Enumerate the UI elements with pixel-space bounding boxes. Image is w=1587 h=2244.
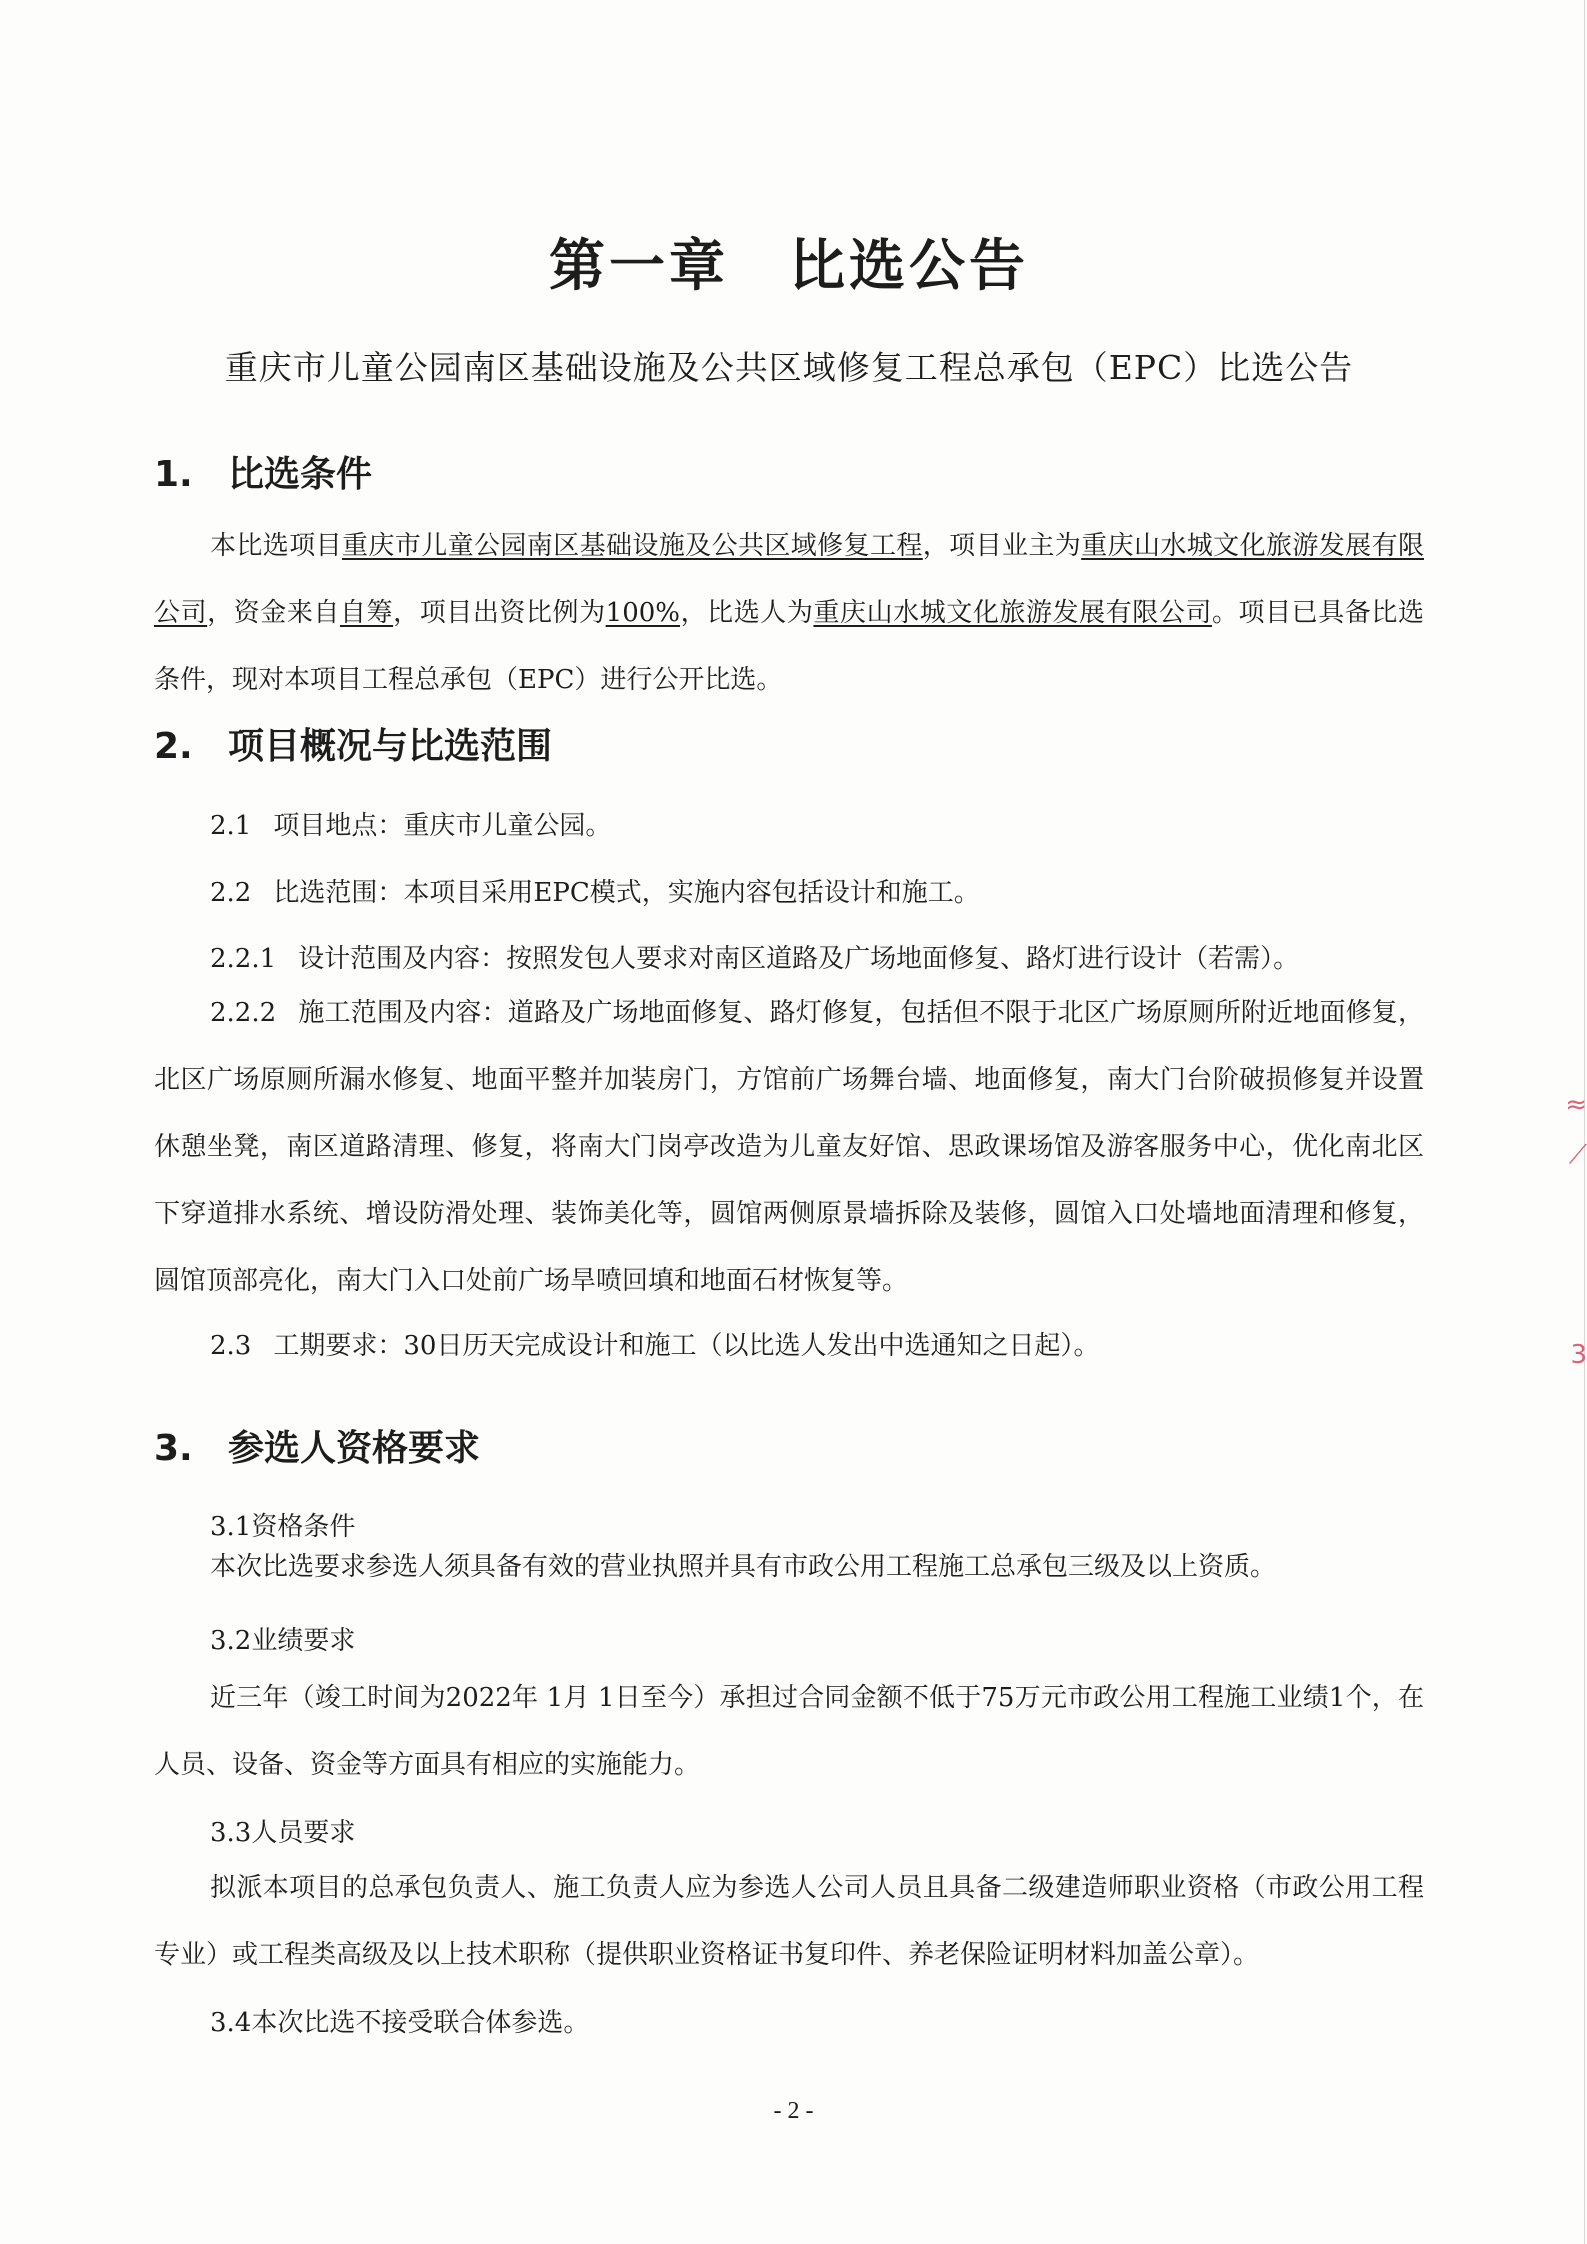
owner-name: 重庆山水城文化旅游发展有限公司 (154, 531, 1424, 628)
subsection-3-4-text: 3.4本次比选不接受联合体参选。 (210, 2008, 590, 2038)
section-number: 3. (154, 1428, 193, 1469)
seal-seam-mark: ≈ (1565, 1090, 1587, 1120)
item-2-2-1: 2.2.1 设计范围及内容：按照发包人要求对南区道路及广场地面修复、路灯进行设计（若需）。 (210, 944, 1300, 974)
section-heading-1 (154, 446, 372, 497)
page-edge (1584, 0, 1585, 2244)
section-heading-3 (154, 1420, 480, 1471)
fund-source: 自筹 (339, 598, 394, 628)
section-heading-2 (154, 718, 552, 769)
project-name: 重庆市儿童公园南区基础设施及公共区域修复工程 (342, 531, 923, 561)
selector-name: 重庆山水城文化旅游发展有限公司 (813, 598, 1212, 628)
item-2-2: 2.2 比选范围：本项目采用EPC模式，实施内容包括设计和施工。 (210, 878, 980, 908)
section-title: 比选条件 (228, 454, 373, 495)
fund-ratio: 100% (605, 598, 681, 628)
chapter-title: 第一章 比选公告 (549, 234, 1029, 299)
section-title: 参选人资格要求 (228, 1428, 481, 1469)
item-2-1: 2.1 项目地点：重庆市儿童公园。 (210, 811, 612, 841)
section-number: 1. (154, 454, 193, 495)
subsection-3-1-heading: 3.1资格条件 (210, 1512, 356, 1542)
subsection-3-2-text: 近三年（竣工时间为2022年 1月 1日至今）承担过合同金额不低于75万元市政公用工程施工业绩1个，在人员、设备、资金等方面具有相应的实施能力。 (154, 1683, 1424, 1780)
section-title: 项目概况与比选范围 (228, 726, 553, 767)
subsection-3-3-heading: 3.3人员要求 (210, 1818, 356, 1848)
seal-seam-mark: 3 (1570, 1340, 1587, 1370)
seal-seam-mark: ⟋ (1568, 1140, 1587, 1170)
section-number: 2. (154, 726, 193, 767)
subsection-3-1-text: 本次比选要求参选人须具备有效的营业执照并具有市政公用工程施工总承包三级及以上资质。 (210, 1552, 1277, 1582)
item-2-2-2: 2.2.2 施工范围及内容：道路及广场地面修复、路灯修复，包括但不限于北区广场原厕所附近地面修复，北区广场原厕所漏水修复、地面平整并加装房门，方馆前广场舞台墙、地面修复，南大门台阶破损修复并设置休憩坐凳，南区道路清理、修复，将南大门岗亭改造为儿童友好馆、思政课场馆及游客服务中心，优化南北区下穿道排水系统、增设防滑处理、装饰美化等，圆馆两侧原景墙拆除及装修，圆馆入口处墙地面清理和修复，圆馆顶部亮化，南大门入口处前广场旱喷回填和地面石材恢复等。 (154, 998, 1424, 1296)
subsection-3-2-heading: 3.2业绩要求 (210, 1626, 356, 1656)
page-number: - 2 - (773, 2098, 814, 2124)
section-1-paragraph: 本比选项目重庆市儿童公园南区基础设施及公共区域修复工程，项目业主为重庆山水城文化旅游发展有限公司，资金来自自筹，项目出资比例为100%，比选人为重庆山水城文化旅游发展有限公司。项目已具备比选条件，现对本项目工程总承包（EPC）进行公开比选。 (154, 531, 1424, 695)
item-2-3: 2.3 工期要求：30日历天完成设计和施工（以比选人发出中选通知之日起）。 (210, 1331, 1100, 1361)
announcement-subtitle: 重庆市儿童公园南区基础设施及公共区域修复工程总承包（EPC）比选公告 (224, 348, 1354, 387)
subsection-3-3-text: 拟派本项目的总承包负责人、施工负责人应为参选人公司人员且具备二级建造师职业资格（市政公用工程专业）或工程类高级及以上技术职称（提供职业资格证书复印件、养老保险证明材料加盖公章）。 (154, 1873, 1424, 1970)
